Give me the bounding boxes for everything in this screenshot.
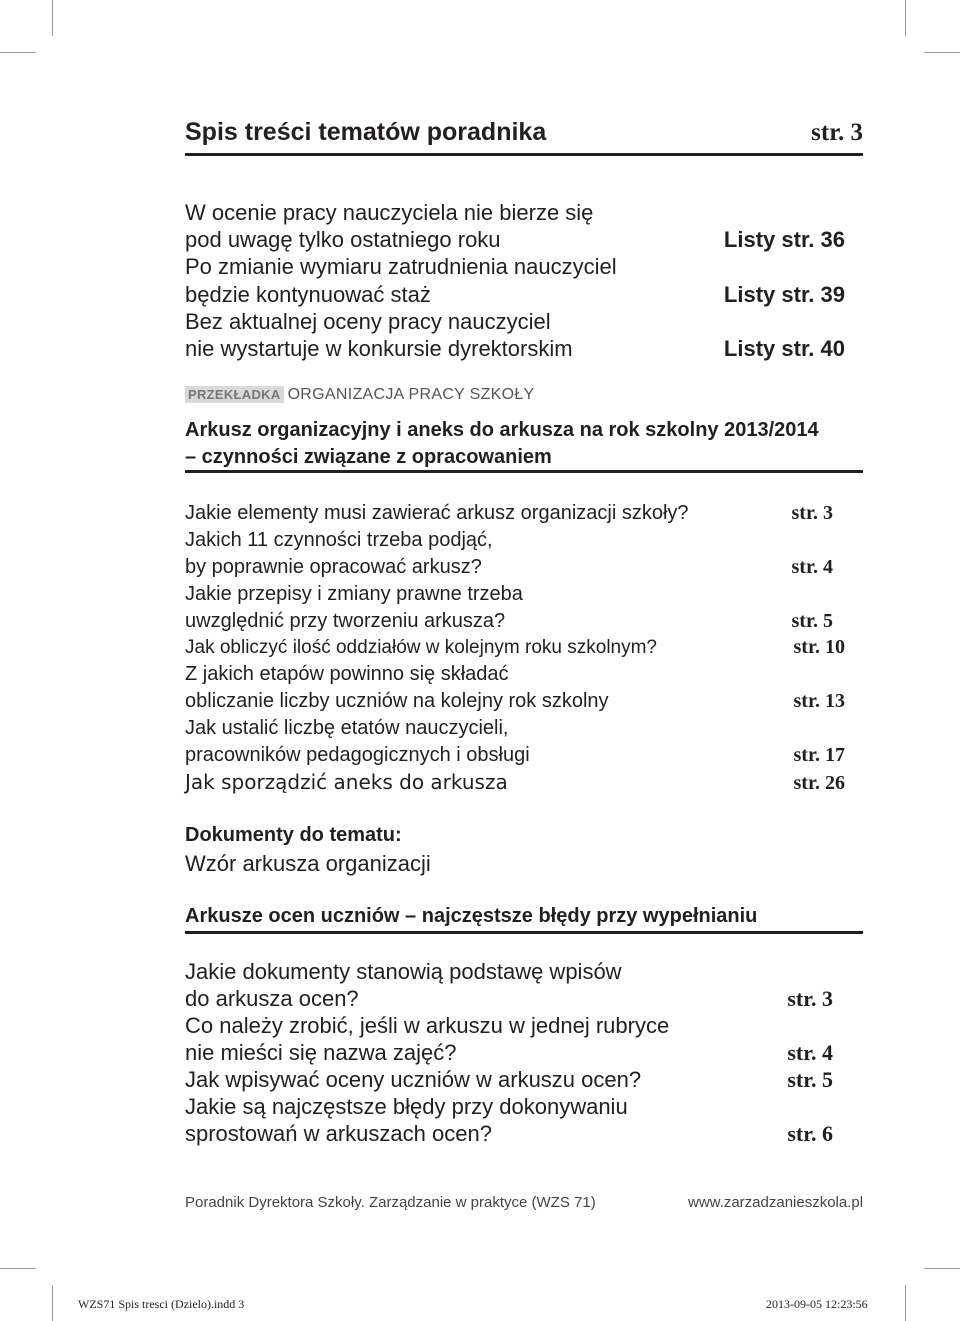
toc-entry — [185, 986, 833, 1012]
toc-page-ref: str. 3 — [787, 986, 833, 1011]
section-heading: – czynności związane z opracowaniem — [185, 446, 552, 468]
toc-page-ref: str. 3 — [791, 502, 833, 524]
toc-page-ref: str. 4 — [787, 1040, 833, 1065]
footer-url: www.zarzadzanieszkola.pl — [688, 1194, 864, 1211]
toc-entry — [185, 227, 845, 253]
toc-line: Jak wpisywać oceny uczniów w arkuszu ocen? — [185, 1067, 642, 1092]
toc-page-ref: str. 17 — [793, 744, 845, 766]
toc-page-ref: str. 6 — [787, 1121, 833, 1146]
toc-line: obliczanie liczby uczniów na kolejny rok szkolny — [185, 690, 609, 712]
toc-line: pod uwagę tylko ostatniego roku — [185, 227, 501, 252]
docs-item: Wzór arkusza organizacji — [185, 851, 431, 876]
toc-page-ref: str. 26 — [793, 772, 845, 794]
title-rule — [185, 153, 863, 156]
crop-mark — [924, 1268, 960, 1269]
section-tag-label: PRZEKŁADKA — [185, 386, 284, 403]
toc-entry — [185, 1040, 833, 1066]
toc-line: uwzględnić przy tworzeniu arkusza? — [185, 610, 506, 632]
toc-line: Z jakich etapów powinno się składać — [185, 663, 509, 685]
crop-mark — [905, 0, 906, 36]
toc-line: pracowników pedagogicznych i obsługi — [185, 744, 530, 766]
toc-line: do arkusza ocen? — [185, 986, 359, 1011]
toc-page-ref: str. 10 — [793, 636, 845, 658]
toc-entry — [185, 636, 845, 659]
docs-heading: Dokumenty do tematu: — [185, 824, 402, 846]
crop-mark — [0, 1268, 36, 1269]
toc-line: Jakie przepisy i zmiany prawne trzeba — [185, 583, 523, 605]
toc-line: Po zmianie wymiaru zatrudnienia nauczyciel — [185, 254, 617, 279]
toc-line: Jak sporządzić aneks do arkusza — [185, 770, 508, 794]
toc-line: nie wystartuje w konkursie dyrektorskim — [185, 336, 573, 361]
toc-line: Jak ustalić liczbę etatów nauczycieli, — [185, 717, 509, 739]
crop-mark — [0, 52, 36, 53]
footer-title: Poradnik Dyrektora Szkoły. Zarządzanie w praktyce (WZS 71) — [185, 1194, 596, 1211]
crop-mark — [52, 0, 53, 36]
toc-entry — [185, 690, 845, 713]
toc-entry — [185, 770, 845, 795]
toc-entry — [185, 744, 845, 767]
toc-line: sprostowań w arkuszach ocen? — [185, 1121, 492, 1146]
section-heading: Arkusze ocen uczniów – najczęstsze błędy przy wypełnianiu — [185, 905, 758, 927]
page-title — [185, 118, 863, 147]
toc-title: Spis treści tematów poradnika — [185, 118, 547, 146]
section-tag — [185, 386, 535, 404]
toc-entry — [185, 1121, 833, 1147]
toc-line: Jakie są najczęstsze błędy przy dokonywaniu — [185, 1094, 628, 1119]
print-slug-file: WZS71 Spis tresci (Dzielo).indd 3 — [78, 1297, 245, 1311]
toc-line: Jak obliczyć ilość oddziałów w kolejnym roku szkolnym? — [185, 637, 658, 658]
toc-line: Jakie dokumenty stanowią podstawę wpisów — [185, 959, 622, 984]
toc-entry — [185, 282, 845, 308]
toc-entry — [185, 1067, 833, 1093]
toc-line: Co należy zrobić, jeśli w arkuszu w jednej rubryce — [185, 1013, 670, 1038]
crop-mark — [905, 1285, 906, 1321]
section-rule — [185, 931, 863, 934]
toc-line: Bez aktualnej oceny pracy nauczyciel — [185, 309, 551, 334]
section-heading: Arkusz organizacyjny i aneks do arkusza na rok szkolny 2013/2014 — [185, 419, 819, 441]
toc-entry — [185, 610, 833, 633]
toc-page-ref: str. 4 — [791, 556, 833, 578]
toc-page-ref: str. 5 — [791, 610, 833, 632]
toc-page-ref: str. 5 — [787, 1067, 833, 1092]
toc-page-ref: str. 3 — [811, 119, 863, 146]
toc-line: nie mieści się nazwa zajęć? — [185, 1040, 457, 1065]
toc-line: by poprawnie opracować arkusz? — [185, 556, 482, 578]
toc-page-ref: str. 13 — [793, 690, 845, 712]
toc-line: będzie kontynuować staż — [185, 282, 431, 307]
toc-line: Jakich 11 czynności trzeba podjąć, — [185, 529, 493, 551]
print-slug-datetime: 2013-09-05 12:23:56 — [766, 1297, 868, 1311]
toc-line: Jakie elementy musi zawierać arkusz organizacji szkoły? — [185, 502, 689, 524]
section-tag-name: ORGANIZACJA PRACY SZKOŁY — [287, 386, 535, 403]
section-rule — [185, 470, 863, 473]
crop-mark — [52, 1285, 53, 1321]
toc-page-ref: Listy str. 36 — [723, 227, 845, 252]
toc-page-ref: Listy str. 39 — [723, 282, 845, 307]
toc-entry — [185, 502, 833, 525]
toc-entry — [185, 336, 845, 362]
toc-line: W ocenie pracy nauczyciela nie bierze się — [185, 200, 594, 225]
crop-mark — [924, 52, 960, 53]
toc-page-ref: Listy str. 40 — [723, 336, 845, 361]
toc-entry — [185, 556, 833, 579]
